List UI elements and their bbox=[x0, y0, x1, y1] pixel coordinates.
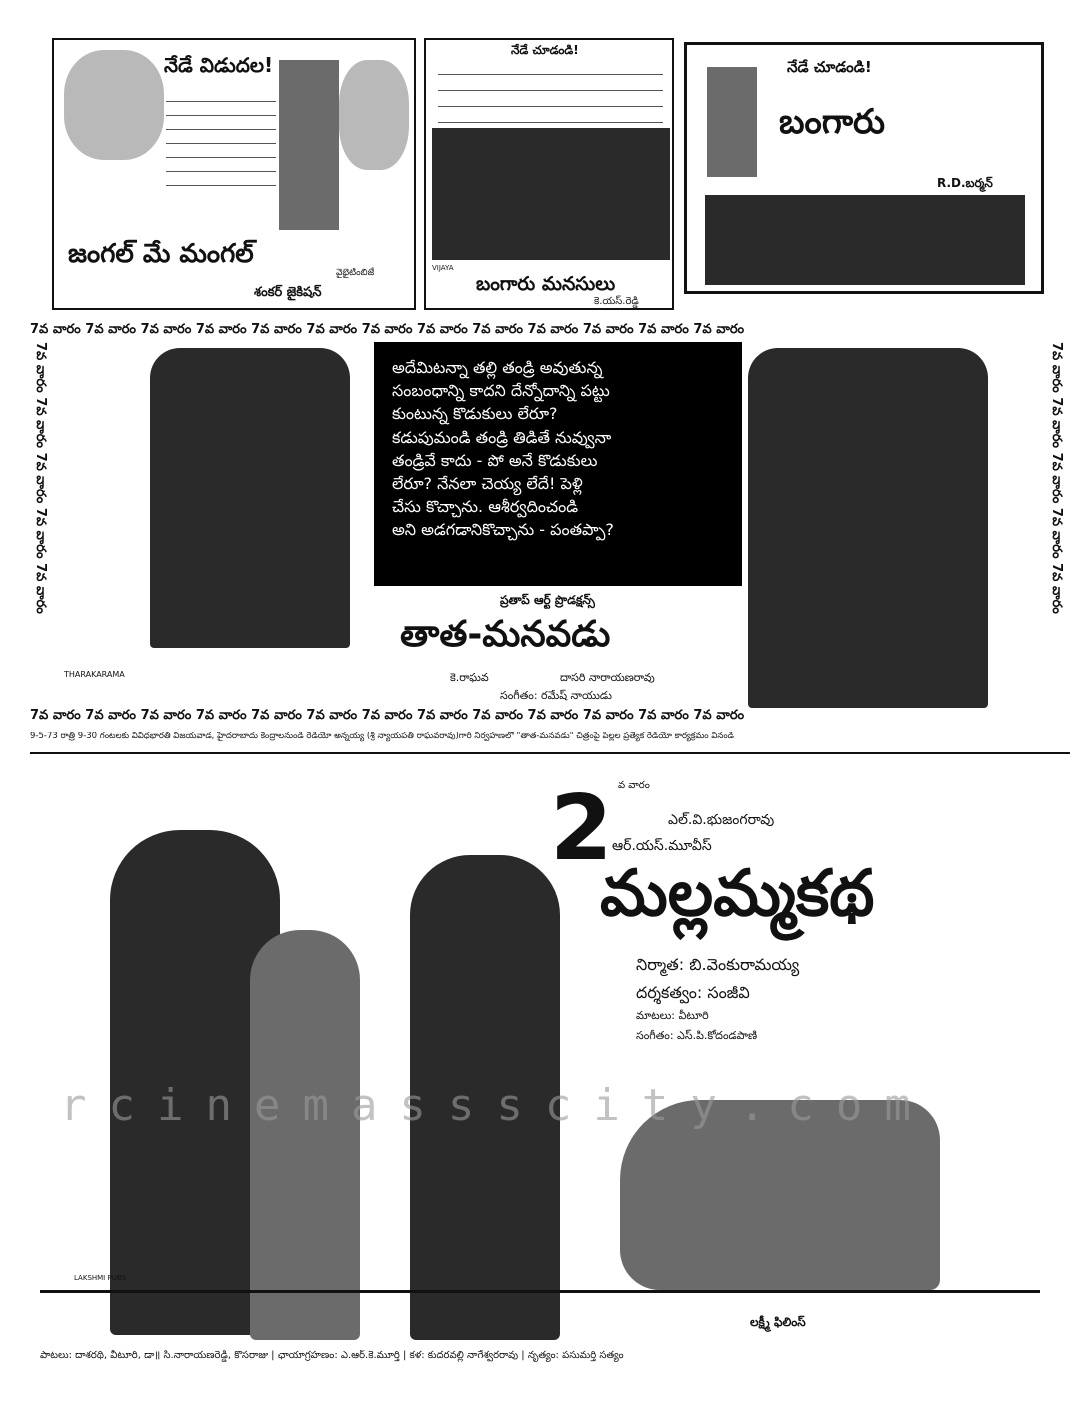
production-banner: ప్రతాప్ ఆర్ట్ ప్రొడక్షన్స్ bbox=[500, 593, 595, 607]
now-showing-heading: నేడే చూడండి! bbox=[511, 43, 579, 57]
girl-photo bbox=[250, 930, 360, 1340]
producer-credit: నిర్మాత: బి.వెంకురామయ్య bbox=[636, 955, 800, 974]
theatre-label: VIJAYA bbox=[432, 264, 454, 272]
music-credit: శంకర్ జైకిషన్ bbox=[254, 285, 322, 300]
week-text: 7వ వారం bbox=[1049, 563, 1064, 614]
week-text: 7వ వారం bbox=[33, 342, 48, 393]
dialogue-line: చేసు కొచ్చాను. ఆశీర్వదించండి bbox=[392, 497, 579, 517]
week-number: 2 bbox=[550, 776, 613, 881]
dialogue-line: కుంటున్న కొడుకులు లేరూ? bbox=[392, 404, 558, 424]
movie-title: తాత-మనవడు bbox=[400, 614, 611, 655]
scene-photo bbox=[432, 128, 670, 260]
week-text: 7వ వారం bbox=[30, 708, 81, 723]
now-release-heading: నేడే విడుదల! bbox=[164, 53, 274, 77]
week-text: 7వ వారం bbox=[251, 322, 302, 337]
ad-tata-manavadu bbox=[30, 318, 1070, 728]
ad2-blurb bbox=[438, 62, 663, 122]
dialogue-line: అదేమిటన్నా తల్లి తండ్రి అవుతున్న bbox=[392, 358, 603, 377]
publicity-label: LAKSHMI PUBS bbox=[74, 1274, 126, 1282]
week-text: 7వ వారం bbox=[361, 708, 413, 723]
movie-title: బంగారు మనసులు bbox=[476, 273, 616, 295]
week-border-bottom bbox=[30, 708, 1065, 726]
week-border-left bbox=[32, 342, 49, 704]
movie-title: మల్లమ్మకథ bbox=[600, 857, 875, 931]
week-border-right bbox=[1048, 342, 1065, 704]
dialogue-box bbox=[374, 342, 742, 586]
week-text: 7వ వారం bbox=[195, 322, 247, 337]
week-text: 7వ వారం bbox=[306, 322, 358, 337]
week-text: 7వ వారం bbox=[33, 452, 48, 504]
dialogue-line: సంబంధాన్ని కాదని దేన్నోదాన్ని పట్టు bbox=[392, 381, 610, 401]
ad-bangaru bbox=[684, 42, 1044, 294]
week-text: 7వ వారం bbox=[693, 708, 745, 723]
week-text: 7వ వారం bbox=[33, 397, 48, 449]
writer-credit: దాసరి నారాయణరావు bbox=[560, 671, 655, 684]
week-text: 7వ వారం bbox=[30, 322, 81, 337]
week-text: 7వ వారం bbox=[638, 708, 689, 723]
laughing-man-photo bbox=[64, 50, 164, 160]
week-text: 7వ వారం bbox=[140, 708, 192, 723]
movie-title: జంగల్ మే మంగల్ bbox=[68, 239, 254, 269]
movie-title: బంగారు bbox=[779, 102, 885, 142]
cast-photo bbox=[705, 195, 1025, 285]
couple-photo-right bbox=[748, 348, 988, 708]
week-text: 7వ వారం bbox=[582, 708, 634, 723]
week-text: 7వ వారం bbox=[195, 708, 247, 723]
week-text: 7వ వారం bbox=[638, 322, 689, 337]
watermark: rcinemassscity.com bbox=[60, 1080, 933, 1131]
section-divider bbox=[30, 752, 1070, 754]
couple-photo-left bbox=[150, 348, 350, 648]
distributor-credit: లక్ష్మీ ఫిలింస్ bbox=[750, 1315, 806, 1329]
crew-credits-footer: పాటలు: దాశరథి, వీటూరి, డా॥ సి.నారాయణరెడ్డి, కొసరాజు | ఛాయాగ్రహణం: ఎ.ఆర్.కె.మూర్తి | కళ: కుదరవల్లి నాగేశ్వరరావు | నృత్యం: పసుమర్తి సత్యం bbox=[40, 1350, 624, 1361]
week-text: 7వ వారం bbox=[527, 708, 579, 723]
week-text: 7వ వారం bbox=[416, 322, 468, 337]
floor-line bbox=[40, 1290, 1040, 1293]
week-text: 7వ వారం bbox=[140, 322, 192, 337]
radio-broadcast-line: 9-5-73 రాత్రి 9-30 గంటలకు వివిధభారతి విజయవాడ, హైదరాబాదు కేంద్రాలనుండి రేడియో అన్నయ్య (శ్రీ న్యాయపతి రాఘవరావు)గారి నిర్వహణలో "తాత-మనవడు" చిత్రంపై పిల్లల ప్రత్యేక రేడియో కార్యక్రమం వినండి bbox=[30, 732, 734, 741]
week-border-top bbox=[30, 322, 1065, 340]
week-text: 7వ వారం bbox=[416, 708, 468, 723]
week-text: 7వ వారం bbox=[472, 322, 523, 337]
theatre-label: THARAKARAMA bbox=[64, 670, 125, 679]
presenter-credit: ఎల్.వి.భుజంగరావు bbox=[668, 812, 775, 828]
week-text: 7వ వారం bbox=[582, 322, 634, 337]
dancer-photo bbox=[707, 67, 757, 177]
music-credit: సంగీతం: రమేష్ నాయుడు bbox=[500, 689, 612, 702]
ad-bangaru-manasulu bbox=[424, 38, 674, 310]
director-credit: కె.యస్.రెడ్డి bbox=[594, 296, 639, 307]
week-text: 7వ వారం bbox=[1049, 452, 1064, 504]
week-text: 7వ వారం bbox=[472, 708, 523, 723]
week-label: వ వారం bbox=[618, 780, 650, 791]
ad-jungle-mein-mangal bbox=[52, 38, 416, 310]
director-credit: కె.రాఘవ bbox=[450, 671, 489, 684]
week-text: 7వ వారం bbox=[85, 322, 137, 337]
week-text: 7వ వారం bbox=[527, 322, 579, 337]
week-text: 7వ వారం bbox=[693, 322, 745, 337]
week-text: 7వ వారం bbox=[1049, 507, 1064, 559]
week-text: 7వ వారం bbox=[306, 708, 358, 723]
dialogue-credit: మాటలు: వీటూరి bbox=[636, 1009, 709, 1022]
dancer-photo bbox=[279, 60, 339, 230]
dialogue-line: లేరూ? నేనలా చెయ్య లేదే! పెళ్లి bbox=[392, 473, 583, 493]
dialogue-line: అని అడగడానికొచ్చాను - పంతప్పా? bbox=[392, 520, 614, 540]
week-text: 7వ వారం bbox=[1049, 342, 1064, 393]
week-text: 7వ వారం bbox=[33, 563, 48, 614]
week-text: 7వ వారం bbox=[361, 322, 413, 337]
week-text: 7వ వారం bbox=[85, 708, 137, 723]
week-text: 7వ వారం bbox=[251, 708, 302, 723]
dialogue-line: కడుపుమండి తండ్రి తిడితే నువ్వునా bbox=[392, 427, 612, 447]
woman-photo bbox=[339, 60, 409, 170]
dialogue-line: తండ్రివే కాదు - పో అనే కొడుకులు bbox=[392, 450, 598, 470]
ad1-blurb bbox=[166, 90, 276, 210]
tag-label: వైభైటింబిజే bbox=[336, 268, 375, 278]
director-credit: దర్శకత్వం: సంజీవి bbox=[636, 983, 750, 1002]
week-text: 7వ వారం bbox=[1049, 397, 1064, 449]
music-credit: సంగీతం: ఎస్.పి.కోదండపాణి bbox=[636, 1029, 758, 1042]
banner-credit: ఆర్.యస్.మూవీస్ bbox=[612, 838, 712, 854]
week-text: 7వ వారం bbox=[33, 507, 48, 559]
music-credit: R.D.బర్మన్ bbox=[937, 176, 993, 190]
now-showing-heading: నేడే చూడండి! bbox=[787, 58, 872, 76]
